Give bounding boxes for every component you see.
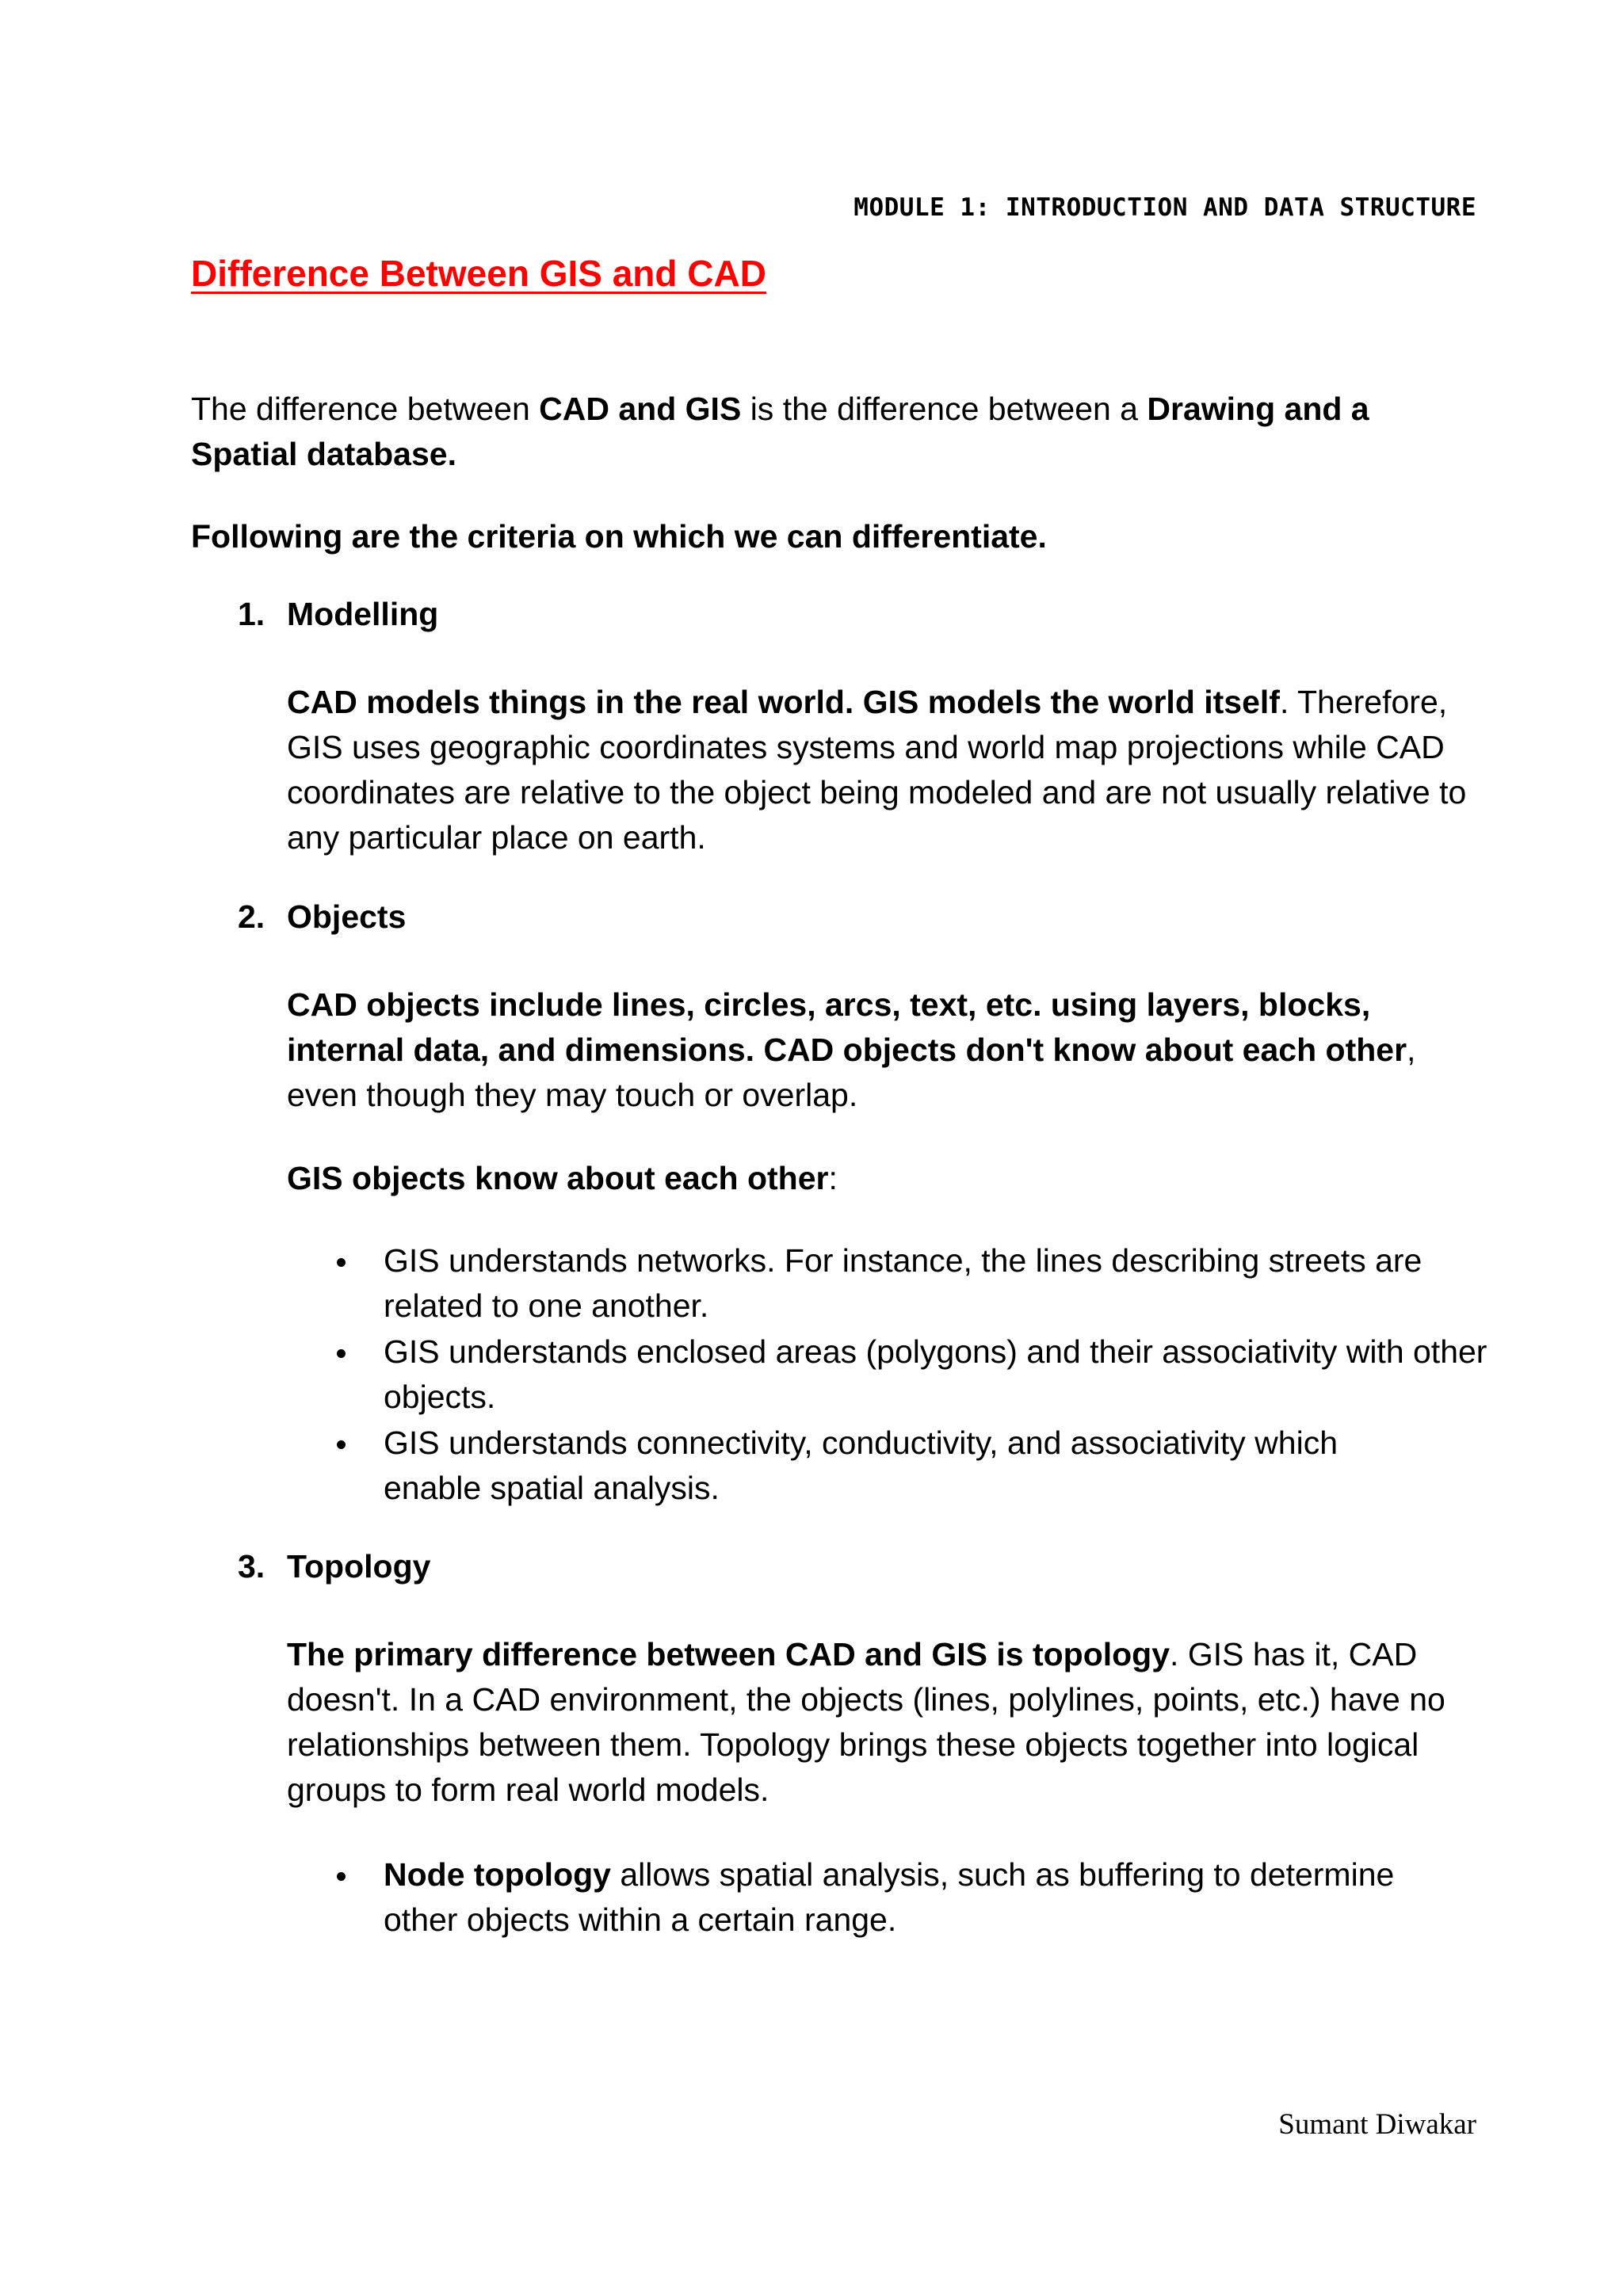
list-item xyxy=(384,1852,1461,1943)
paragraph-bold-lead: CAD objects include lines, circles, arcs, text, etc. using layers, blocks, internal data, and dimensions. CAD objects don't know about each other xyxy=(287,986,1407,1068)
section-number: 1. xyxy=(238,596,265,632)
intro-bold-1: CAD and GIS xyxy=(539,391,742,427)
module-header: MODULE 1: INTRODUCTION AND DATA STRUCTURE xyxy=(854,193,1476,222)
paragraph-text: . GIS has it, CAD doesn't. In a CAD environment, the objects (lines, polylines, points, etc.) have no relationships between them. Topology brings these objects together into logical groups to form real world models. xyxy=(287,1636,1445,1808)
bullet-icon xyxy=(337,1440,346,1449)
page-title: Difference Between GIS and CAD xyxy=(191,253,766,294)
list-item: GIS understands enclosed areas (polygons) and their associativity with other objects. xyxy=(384,1333,1487,1415)
section-paragraph xyxy=(287,1156,1476,1201)
list-item-bold-lead: Node topology xyxy=(384,1856,611,1893)
list-item: GIS understands networks. For instance, the lines describing streets are related to one another. xyxy=(384,1242,1423,1324)
paragraph-bold-lead: The primary difference between CAD and GIS is topology xyxy=(287,1636,1170,1672)
bullet-icon xyxy=(337,1872,346,1881)
list-item-text: allows spatial analysis, such as buffering to determine other objects within a certain range. xyxy=(384,1856,1395,1938)
paragraph-text: . Therefore, GIS uses geographic coordinates systems and world map projections while CAD coordinates are relative to the object being modeled and are not usually relative to any particular place on earth. xyxy=(287,684,1467,856)
section-heading: Modelling xyxy=(287,596,439,632)
section-number: 3. xyxy=(238,1548,265,1585)
bullet-icon xyxy=(337,1258,346,1267)
paragraph-bold-lead: GIS objects know about each other xyxy=(287,1160,829,1196)
criteria-heading: Following are the criteria on which we can differentiate. xyxy=(191,518,1047,555)
intro-bold-2: Drawing and a Spatial database. xyxy=(191,391,1369,472)
paragraph-bold-lead: CAD models things in the real world. GIS models the world itself xyxy=(287,684,1280,720)
intro-text-2: is the difference between a xyxy=(741,391,1148,427)
paragraph-text: , even though they may touch or overlap. xyxy=(287,1032,1416,1113)
footer-author: Sumant Diwakar xyxy=(1278,2108,1476,2141)
bullet-icon xyxy=(337,1349,346,1358)
section-heading: Objects xyxy=(287,898,407,935)
section-paragraph xyxy=(287,680,1476,860)
section-paragraph xyxy=(287,1632,1476,1813)
paragraph-text: : xyxy=(828,1160,838,1196)
section-paragraph xyxy=(287,982,1484,1118)
intro-text-1: The difference between xyxy=(191,391,540,427)
section-heading: Topology xyxy=(287,1548,431,1585)
intro-paragraph xyxy=(191,387,1459,477)
list-item: GIS understands connectivity, conductivity, and associativity which enable spatial analysis. xyxy=(384,1425,1338,1506)
section-number: 2. xyxy=(238,898,265,935)
